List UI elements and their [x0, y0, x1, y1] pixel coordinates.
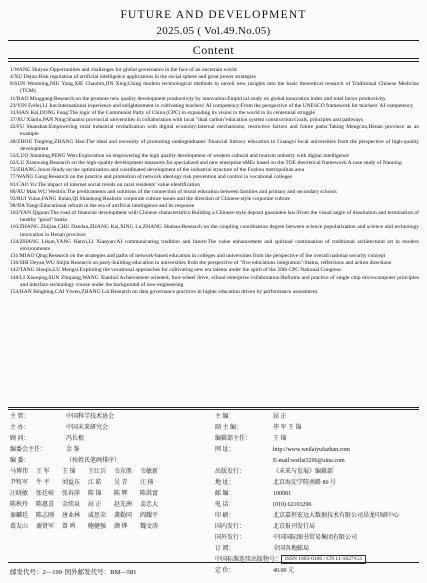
masthead-value: 全国各地邮局 [273, 546, 310, 552]
editor-name: 戚思荣 [88, 513, 107, 519]
editor-name: 唐业林 [62, 513, 81, 519]
masthead-value: 冯长根 [66, 436, 85, 442]
editor-row [10, 489, 210, 500]
masthead-value: 40.00 元 [273, 568, 295, 574]
toc-entry: 98/JIA Yangi:Educational reform in the era of artificial intelligence and its response [10, 202, 195, 209]
toc-entry: 131/MIAO Qing:Research on the strategies and paths of network-based education in colleges and universities from the perspective of the overall national security concept [10, 253, 386, 260]
editor-name: 王红兵 [88, 469, 107, 475]
masthead-value: 100081 [273, 491, 291, 497]
editor-row [10, 511, 210, 522]
toc-entry: 53/LUO Jianming,PENG Wen:Exploration on empowering the high quality development of western cultural and tourism industry with digital intelligence [10, 152, 349, 159]
masthead-label: 出版发行： [215, 469, 246, 475]
editor-name: 江 皓 [88, 480, 102, 486]
masthead-label: 印 刷： [215, 513, 235, 519]
masthead-right [215, 412, 419, 577]
editor-row [10, 500, 210, 511]
editor-row [10, 478, 210, 489]
editor-name: 秦麟廷 [10, 513, 29, 519]
masthead-label: 网 址： [215, 447, 235, 453]
masthead-value: 北京海淀学院南路 86 号 [273, 480, 337, 486]
masthead-label: 地 址： [215, 480, 235, 486]
editor-name: 谢贤军 [36, 524, 55, 530]
editor-name: 汪 扬 [140, 480, 154, 486]
masthead-row [10, 456, 210, 467]
editor-name: 王 军 [36, 469, 50, 475]
masthead-value: 中国科学技术协会 [66, 414, 115, 420]
editor-name: 韦东胜 [114, 469, 133, 475]
masthead-label: 副 主 编： [215, 425, 243, 431]
masthead-row [215, 566, 419, 577]
contents-rule-upper [8, 58, 419, 59]
masthead-value: 北京报刊发行局 [273, 524, 316, 530]
masthead-row [10, 434, 210, 445]
toc-entry: 136/SHI Deyan,WU Shijin:Research on party-building education in universities from the perspective of "five educations integration":Status, reflections and action directions [10, 260, 392, 267]
editor-name: 鲍健强 [88, 524, 107, 530]
journal-title: FUTURE AND DEVELOPMENT [120, 9, 307, 21]
toc-entry: 62/LU Xianwang:Research on the high-quality development measures for specialized and new enterprise sMEs based on the TOE theoretical framework:A case study of Nanning [10, 160, 402, 167]
toc-entry: 11/BAO Minggang:Research on the promote new quality development productivity by innovation:Empirical study on global innovation index and total factor productivity [10, 95, 386, 102]
editor-row [10, 467, 210, 478]
masthead-label: 定 价： [215, 568, 235, 574]
masthead-label: 主 办： [10, 425, 30, 431]
masthead-value: 《未来与发展》编辑部 [273, 469, 334, 475]
masthead-row [215, 489, 419, 500]
editor-name: 牛 平 [36, 480, 50, 486]
toc-entry: 48/ZHOU Tingting,ZHANG Hao:The ideal and necessity of promoting undergraduates' financial literacy education in Guangxi local universities from the perspective of high-quality development [10, 138, 419, 152]
editor-name: 陈 辉 [114, 491, 128, 497]
editor-name: 赵先洲 [114, 502, 133, 508]
masthead-row [10, 423, 210, 434]
issue-line: 2025.05 ( Vol.49.No.05) [156, 25, 271, 37]
editor-name: 张廷岐 [36, 491, 55, 497]
toc-entry: 31/HAN Kai,DONG Fang:The logic of the Communist Party of China (CPC) in expanding its vision to the world in its centennial struggle [10, 109, 315, 116]
editor-name: 汪晓敏 [10, 491, 29, 497]
editor-name: 阎耀平 [140, 513, 159, 519]
toc-entry: 124/ZHANG Likun,YANG Hanxi,LI Xiaoyan:AI communicating tradition and future:The value enhancement and spiritual continuation of traditional architectural art in modern environments [10, 238, 419, 252]
toc-entry: 72/ZHANG Juwei:Study on the optimization and coordinated development of the industrial structure of the Fuzhou metropolitan area [10, 167, 305, 174]
editor-name: 尹牧军 [10, 480, 29, 486]
masthead-label: 国内发行： [215, 524, 246, 530]
toc-entry: 116/ZHANG Zhijian,CHU Dandan,ZHANG Kai,XING Lu,ZHANG Shuhao:Research on the coupling coordination degree between science popularization and science and technology innovation in Henan province [10, 224, 419, 238]
editor-row [10, 522, 210, 533]
editor-name: 陈洪富 [140, 491, 159, 497]
masthead-rule-upper [8, 407, 419, 408]
postal-codes: 邮发代号：2—199 国外邮发代号：BM—581 [10, 569, 137, 576]
toc-entry: 93/RUI Yulan,FANG Jinlan,QI Shanhong:Realistic corporate culture issues and the direction of Chinese-style corporate culture [10, 195, 290, 202]
editor-name: 魏文涛 [140, 524, 159, 530]
editorial-board-names [10, 467, 210, 533]
masthead-row [215, 533, 419, 544]
toc-entry: 4/XU Dejun:Risk regulation of artificial intelligence applications in the social sphere and great power strategies [10, 74, 256, 81]
contents-rule-lower [8, 61, 419, 62]
issn-cn-box: ISSN 1003-0166 / CN 11-1627/G3 [281, 555, 366, 564]
toc-entry: 86/XU Man,WU Wenbin:The predicaments and solutions of the connection of moral education between families and primary and secondary schools [10, 188, 337, 195]
editor-name: 姜忠大 [140, 502, 159, 508]
masthead-label: 国外发行： [215, 535, 246, 541]
editor-name: 张春萍 [62, 491, 81, 497]
masthead-rule-lower [8, 409, 419, 410]
masthead-label: 中国标准连续出版物号： [215, 557, 282, 563]
masthead-left [10, 412, 210, 533]
toc-entry: 81/CAO Yu:The impact of internet social trends on rural residents' value identification [10, 181, 201, 188]
masthead-label: 订 阅： [215, 546, 235, 552]
masthead-row [215, 544, 419, 555]
editor-name: 屈 正 [88, 502, 102, 508]
masthead-row [215, 555, 419, 566]
editor-name: 龚勒同 [114, 513, 133, 519]
masthead-row [215, 500, 419, 511]
masthead-row [215, 522, 419, 533]
toc-entry: 148/LI Xiaoqing,SUN Zhiqiang,WANG Xiaohui:Achievement oriented, four-wheel drive, school enterprise collaboration:Reforms and practice of single chip microcomputer principles and interface technology course under the background of new engineering [10, 274, 419, 288]
editor-name: 金续泉 [62, 502, 81, 508]
masthead-row [215, 478, 419, 489]
toc-entry: 8/SUN Wenming,NIU Yang,XIE Chaobin,JIN Xing:Using modern technological methods to unveil new insights into the basic theoretical research of Traditional Chinese Medicine (TCM) [10, 81, 419, 95]
editor-name: 陈惠喜 [36, 502, 55, 508]
masthead-row [215, 423, 419, 434]
masthead-label: 编 委： [10, 458, 30, 464]
masthead-label: 邮 编： [215, 491, 235, 497]
toc-entry: 77/WANG Gang:Research on the practice and promotion of network ideology risk prevention and control in vocational colleges [10, 174, 292, 181]
footer-rule [8, 562, 419, 563]
toc-entry: 37/XU Xiaolu,PAN Ning:Shaanxi provincial universities in collaboration with local "dual carbon"education system construction:Goals, principles and pathways [10, 117, 364, 124]
masthead-value: 北京嘉恒宏远大数据技术有限公司昂龙印刷中心 [273, 513, 400, 519]
masthead-value: 毕 军 王 锦 [273, 425, 302, 431]
toc-entry: 154/HAN Bingbing,CAI Yiwen,ZHANG Lai:Research on data governance practices in higher education driven by performance assessment [10, 288, 318, 295]
editor-name: 刘益东 [62, 480, 81, 486]
masthead-label: 编委会主任： [10, 447, 47, 453]
contents-heading: Content [192, 43, 235, 57]
masthead-value: 王 锦 [273, 436, 287, 442]
masthead-label: 主 编： [215, 414, 235, 420]
masthead-label: 电 话： [215, 502, 235, 508]
toc-entry: 23/YIN Feifei,LI Jun:International experience and enlightenment in cultivating teachers' AI competency:From the perspective of the UNESCO framework for teachers' AI competency [10, 102, 414, 109]
masthead-value: (010) 62103296 [273, 502, 312, 508]
toc-entry: 142/TANG Shuqin,LU Mengsi:Exploring the vocational approaches for cultivating new era talents under the spirit of the 20th CPC National Congress [10, 267, 342, 274]
masthead-value: E-mail:weilai3296@sina.com [273, 458, 345, 464]
masthead-value: （按姓氏笔画排序） [66, 458, 121, 464]
masthead-row [215, 445, 419, 456]
editor-name: 曾 鸣 [62, 524, 76, 530]
masthead-value: 中国未来研究会 [66, 425, 109, 431]
table-of-contents [10, 67, 419, 296]
masthead-row [10, 445, 210, 456]
masthead-value: 金 鉴 [66, 447, 80, 453]
masthead-value: 中国国际图书贸易集团有限公司 [273, 535, 358, 541]
editor-name: 陈秋玲 [10, 502, 29, 508]
editor-name: 韦敏新 [140, 469, 159, 475]
masthead-row [215, 467, 419, 478]
editor-name: 马博伟 [10, 469, 29, 475]
masthead-row [215, 434, 419, 445]
editor-name: 陈志刚 [36, 513, 55, 519]
masthead-value: 屈 正 [273, 414, 287, 420]
masthead-label: 编辑部主任： [215, 436, 252, 442]
editor-name: 颜 烨 [114, 524, 128, 530]
masthead-label: 主 管： [10, 414, 30, 420]
toc-entry: 1/WANG Huiyao:Opportunities and challenges for global governance in the face of an uncertain world [10, 67, 237, 73]
editor-name: 陈 锦 [88, 491, 102, 497]
top-rule [8, 40, 419, 41]
toc-entry: 42/FU Shanshan:Empowering rural industrial revitalization with digital economy:Internal mechanisms, restrictive factors and future paths:Taking Mengcun,Henan province as an example [10, 124, 419, 138]
masthead-label: 顾 问： [10, 436, 30, 442]
masthead-row [215, 511, 419, 522]
editor-name: 葛友山 [10, 524, 29, 530]
editor-name: 吴 青 [114, 480, 128, 486]
toc-entry: 103/YAN Qiguan:The road of financial development with Chinese characteristics:Building a Chinese-style deposit guarantee law:From the visual angle of dissolution and termination of healthy "good" banks [10, 210, 419, 224]
masthead-row [215, 456, 419, 467]
editor-name: 王 锦 [62, 469, 76, 475]
masthead-row [215, 412, 419, 423]
masthead-row [10, 412, 210, 423]
masthead-value: http://www.weilaiyufazhan.com [273, 447, 350, 453]
